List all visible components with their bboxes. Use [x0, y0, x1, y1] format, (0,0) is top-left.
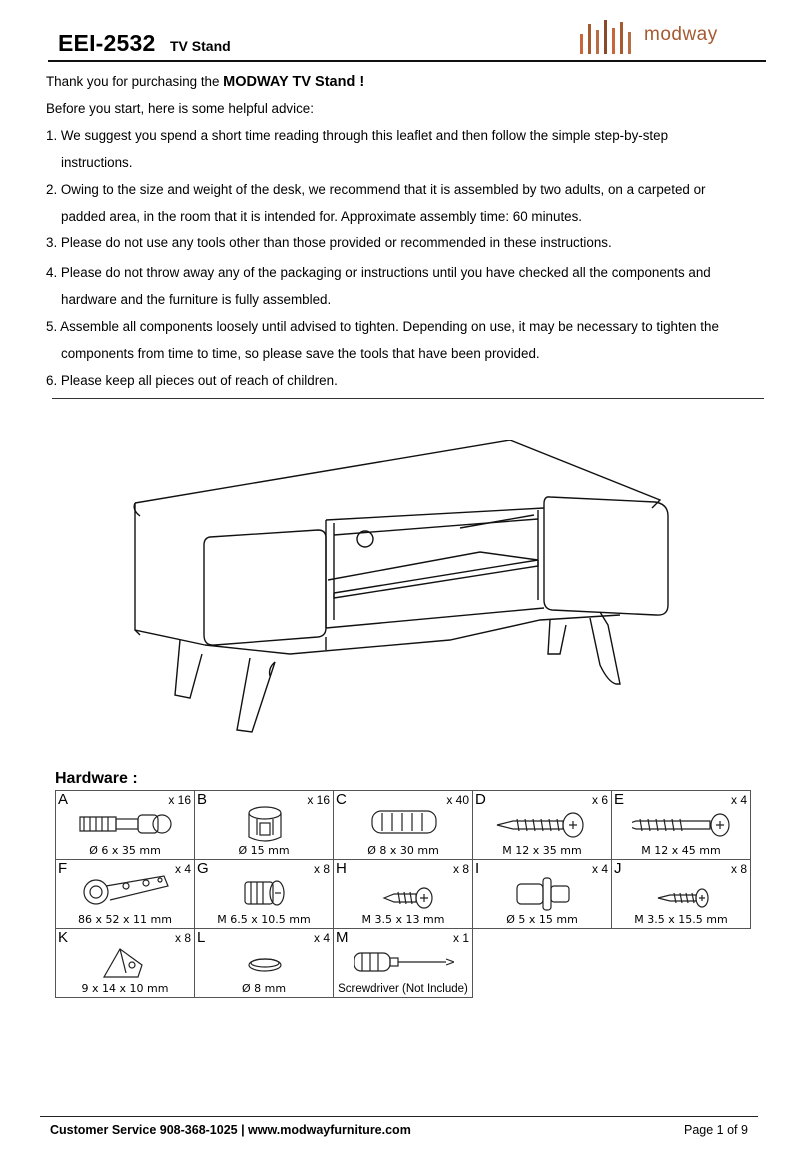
empty-cell [473, 929, 612, 998]
corner-bracket-icon [76, 943, 176, 983]
hardware-item-g [195, 860, 334, 929]
item-size: 9 x 14 x 10 mm [81, 982, 169, 995]
hardware-item-m [334, 929, 473, 998]
hardware-item-d [473, 791, 612, 860]
hardware-item-i [473, 860, 612, 929]
item-quantity: x 8 [174, 931, 191, 945]
item-letter: K [58, 929, 69, 946]
item-letter: A [58, 791, 69, 808]
item-quantity: x 4 [313, 931, 330, 945]
item-letter: C [336, 791, 347, 808]
short-screw-icon [354, 874, 454, 914]
item-quantity: x 8 [730, 862, 747, 876]
hardware-title: Hardware : [55, 770, 138, 787]
item-size: Ø 15 mm [238, 844, 290, 857]
item-size: Ø 6 x 35 mm [89, 844, 161, 857]
item-letter: M [336, 929, 349, 946]
item-letter: H [336, 860, 347, 877]
item-letter: F [58, 860, 68, 877]
item-quantity: x 40 [446, 793, 469, 807]
item-quantity: x 6 [591, 793, 608, 807]
item-letter: L [197, 929, 206, 946]
screwdriver-icon [354, 943, 454, 983]
thank-you-brand: MODWAY TV Stand ! [223, 74, 365, 90]
model-number: EEI-2532 [58, 30, 156, 56]
brand-logo [578, 16, 768, 60]
advice-line-4-cont: hardware and the furniture is fully assembled. [61, 292, 332, 307]
product-name: TV Stand [170, 38, 231, 54]
shelf-pin-icon [493, 874, 593, 914]
advice-line-1-cont: instructions. [61, 155, 133, 170]
hardware-item-j [612, 860, 751, 929]
item-letter: I [475, 860, 480, 877]
advice-heading: Before you start, here is some helpful advice: [46, 101, 314, 116]
item-size: M 12 x 45 mm [641, 844, 721, 857]
item-size: Ø 5 x 15 mm [506, 913, 578, 926]
hardware-item-b [195, 791, 334, 860]
advice-line-3: 3. Please do not use any tools other than those provided or recommended in these instructions. [46, 235, 612, 250]
item-size: Ø 8 mm [241, 982, 287, 995]
wood-screw-icon [493, 805, 593, 845]
section-divider [52, 398, 764, 399]
item-size: M 3.5 x 15.5 mm [634, 913, 728, 926]
advice-line-2: 2. Owing to the size and weight of the desk, we recommend that it is assembled by two adults, on a carpeted or [46, 182, 706, 197]
insert-nut-icon [215, 874, 315, 914]
item-quantity: x 4 [174, 862, 191, 876]
item-letter: B [197, 791, 208, 808]
brand-name: modway [644, 24, 718, 45]
item-quantity: x 16 [168, 793, 191, 807]
advice-line-6: 6. Please keep all pieces out of reach of children. [46, 373, 338, 388]
hardware-item-h [334, 860, 473, 929]
wood-dowel-icon [354, 805, 454, 845]
hardware-row [56, 860, 751, 929]
hardware-item-e [612, 791, 751, 860]
item-quantity: x 4 [591, 862, 608, 876]
item-letter: E [614, 791, 625, 808]
footer-divider [40, 1116, 758, 1117]
item-size: M 12 x 35 mm [502, 844, 582, 857]
item-size: Screwdriver (Not Include) [338, 983, 468, 995]
advice-line-2-cont: padded area, in the room that it is intended for. Approximate assembly time: 60 minutes. [61, 209, 583, 224]
hinge-icon [76, 874, 176, 914]
item-size: M 6.5 x 10.5 mm [217, 913, 311, 926]
long-screw-icon [632, 805, 732, 845]
advice-line-5: 5. Assemble all components loosely until advised to tighten. Depending on use, it may be necessary to tighten the [46, 319, 719, 334]
hardware-table [55, 790, 751, 998]
header [48, 24, 766, 62]
cam-lock-icon [215, 805, 315, 845]
item-size: Ø 8 x 30 mm [367, 844, 439, 857]
item-letter: G [197, 860, 209, 877]
item-letter: D [475, 791, 486, 808]
advice-line-5-cont: components from time to time, so please save the tools that have been provided. [61, 346, 540, 361]
page-number: Page 1 of 9 [684, 1123, 748, 1137]
thank-you-text: Thank you for purchasing the [46, 74, 224, 89]
item-size: M 3.5 x 13 mm [361, 913, 445, 926]
hardware-item-c [334, 791, 473, 860]
thank-you-line [46, 74, 364, 90]
cam-bolt-icon [76, 805, 176, 845]
item-size: 86 x 52 x 11 mm [78, 913, 172, 926]
advice-line-4: 4. Please do not throw away any of the packaging or instructions until you have checked all the components and [46, 265, 711, 280]
hardware-row [56, 929, 751, 998]
hardware-row [56, 791, 751, 860]
logo-bars-icon [578, 16, 638, 60]
item-quantity: x 16 [307, 793, 330, 807]
item-quantity: x 8 [452, 862, 469, 876]
hardware-item-k [56, 929, 195, 998]
item-quantity: x 4 [730, 793, 747, 807]
hardware-item-f [56, 860, 195, 929]
cap-icon [215, 943, 315, 983]
item-letter: J [614, 860, 622, 877]
customer-service: Customer Service 908-368-1025 | www.modwayfurniture.com [50, 1123, 411, 1137]
item-quantity: x 1 [452, 931, 469, 945]
hardware-item-l [195, 929, 334, 998]
hardware-item-a [56, 791, 195, 860]
tv-stand-illustration [120, 440, 680, 740]
small-screw-icon [632, 874, 732, 914]
item-quantity: x 8 [313, 862, 330, 876]
advice-line-1: 1. We suggest you spend a short time reading through this leaflet and then follow the simple step-by-step [46, 128, 669, 143]
empty-cell [612, 929, 751, 998]
